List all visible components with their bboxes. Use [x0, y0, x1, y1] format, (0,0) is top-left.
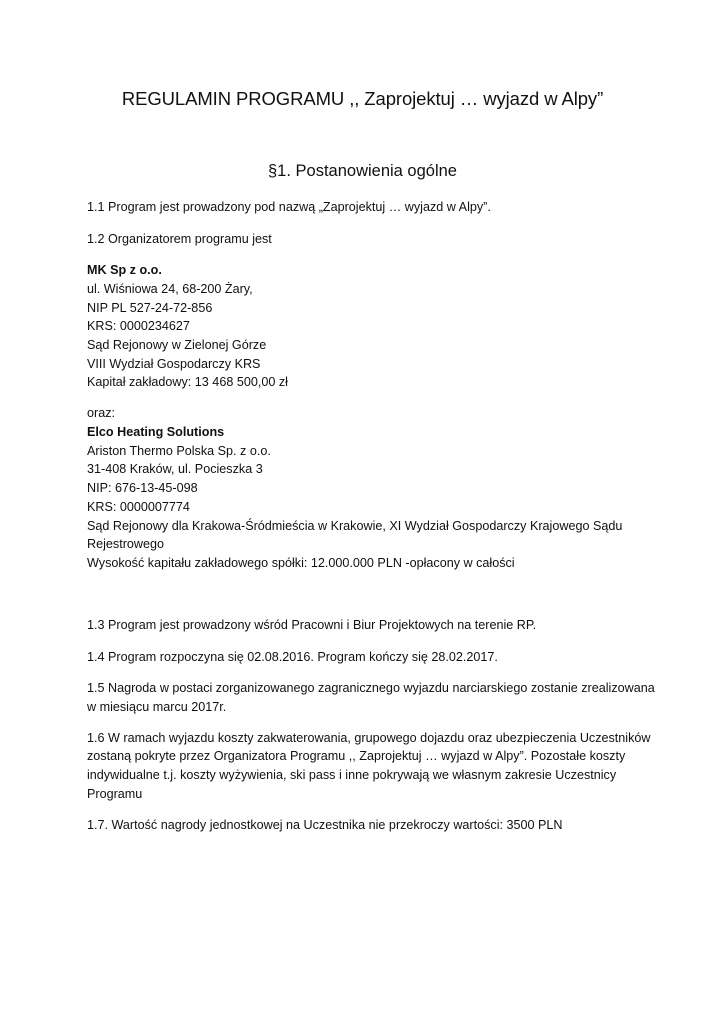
organizer-1-capital: Kapitał zakładowy: 13 468 500,00 zł [87, 375, 288, 389]
paragraph-1-2: 1.2 Organizatorem programu jest [87, 232, 272, 246]
organizer-1-court: Sąd Rejonowy w Zielonej Górze [87, 338, 267, 352]
organizer-2-capital: Wysokość kapitału zakładowego spółki: 12.000.000 PLN -opłacony w całości [87, 556, 515, 570]
paragraph-1-6-line-2: zostaną pokryte przez Organizatora Programu ,, Zaprojektuj … wyjazd w Alpy”. Pozostałe koszty [87, 749, 626, 763]
organizer-1-nip: NIP PL 527-24-72-856 [87, 301, 213, 315]
paragraph-1-1: 1.1 Program jest prowadzony pod nazwą „Zaprojektuj … wyjazd w Alpy”. [87, 200, 491, 214]
organizer-1-name: MK Sp z o.o. [87, 263, 162, 277]
paragraph-1-7: 1.7. Wartość nagrody jednostkowej na Uczestnika nie przekroczy wartości: 3500 PLN [87, 818, 563, 832]
document-title: REGULAMIN PROGRAMU ,, Zaprojektuj … wyjazd w Alpy” [121, 88, 604, 109]
paragraph-1-6-line-3: indywidualne t.j. koszty wyżywienia, ski pass i inne pokrywają we własnym zakresie Uczestnicy [87, 768, 617, 782]
organizer-1-address: ul. Wiśniowa 24, 68-200 Żary, [87, 282, 253, 296]
organizer-2-nip: NIP: 676-13-45-098 [87, 481, 198, 495]
section-heading: §1. Postanowienia ogólne [268, 162, 457, 180]
paragraph-1-6-line-1: 1.6 W ramach wyjazdu koszty zakwaterowania, grupowego dojazdu oraz ubezpieczenia Uczestników [87, 731, 651, 745]
paragraph-1-3: 1.3 Program jest prowadzony wśród Pracowni i Biur Projektowych na terenie RP. [87, 618, 537, 632]
organizer-2-name: Elco Heating Solutions [87, 425, 225, 439]
paragraph-1-5-line-1: 1.5 Nagroda w postaci zorganizowanego zagranicznego wyjazdu narciarskiego zostanie zrealizowana [87, 681, 655, 695]
organizer-2-address: 31-408 Kraków, ul. Pocieszka 3 [87, 462, 263, 476]
and-label: oraz: [87, 406, 115, 420]
paragraph-1-5-line-2: w miesiącu marcu 2017r. [87, 700, 227, 714]
organizer-1-department: VIII Wydział Gospodarczy KRS [87, 357, 261, 371]
organizer-2-court-line-2: Rejestrowego [87, 537, 165, 551]
paragraph-1-6-line-4: Programu [87, 787, 143, 801]
organizer-2-company: Ariston Thermo Polska Sp. z o.o. [87, 444, 271, 458]
organizer-2-krs: KRS: 0000007774 [87, 500, 190, 514]
paragraph-1-4: 1.4 Program rozpoczyna się 02.08.2016. Program kończy się 28.02.2017. [87, 650, 498, 664]
organizer-1-krs: KRS: 0000234627 [87, 319, 190, 333]
organizer-2-court-line-1: Sąd Rejonowy dla Krakowa-Śródmieścia w Krakowie, XI Wydział Gospodarczy Krajowego Sądu [87, 519, 623, 533]
